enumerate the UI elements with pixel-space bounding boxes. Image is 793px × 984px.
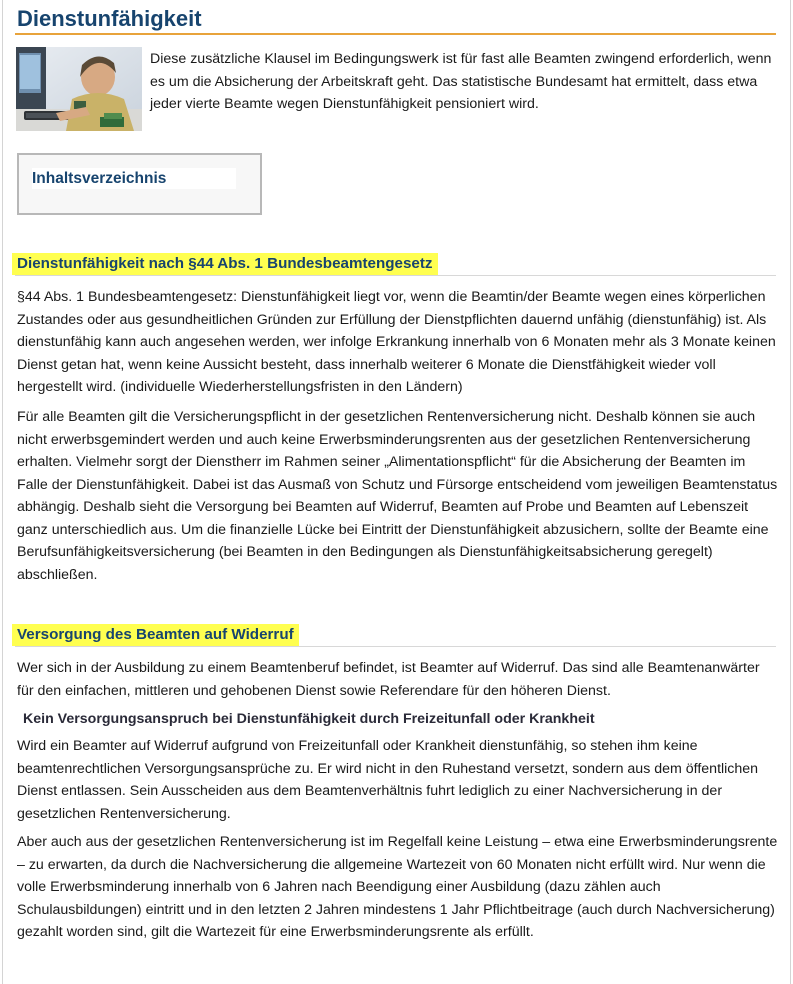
- intro-text: Diese zusätzliche Klausel im Bedingungswerk ist für fast alle Beamten zwingend erforderlich, wenn es um die Absicherung der Arbeitskraft geht. Das statistische Bundesamt hat ermittelt, dass etwa jeder vierte Beamte wegen Dienstunfähigkeit pensioniert wird.: [150, 51, 772, 112]
- section-divider: [15, 275, 776, 276]
- subheading-kein-versorgungsanspruch: Kein Versorgungsanspruch bei Dienstunfähigkeit durch Freizeitunfall oder Krankheit: [23, 711, 595, 727]
- section-heading-versorgung-widerruf: Versorgung des Beamten auf Widerruf: [12, 624, 299, 646]
- paragraph-beamter-auf-widerruf: Wer sich in der Ausbildung zu einem Beamtenberuf befindet, ist Beamter auf Widerruf. Das sind alle Beamtenanwärter für den einfachen, mittleren und gehobenen Dienst sowie Referendare für den höheren Dienst.: [17, 660, 760, 699]
- page-title: Dienstunfähigkeit: [17, 6, 202, 31]
- section-divider: [15, 646, 776, 647]
- paragraph-44-definition: §44 Abs. 1 Bundesbeamtengesetz: Dienstunfähigkeit liegt vor, wenn die Beamtin/der Beamte wegen eines körperlichen Zustandes oder aus gesundheitlichen Gründen zur Erfüllung der Dienstpflichten dauernd unfähig (dienstunfähig) ist. Als dienstunfähig kann auch angesehen werden, wer infolge Erkrankung innerhalb von 6 Monaten mehr als 3 Monate keinen Dienst getan hat, wenn keine Aussicht besteht, dass innerhalb weiterer 6 Monate die Dienstfähigkeit wieder voll hergestellt wird. (individuelle Wiederherstellungsfristen in den Ländern): [17, 289, 776, 395]
- paragraph-rentenversicherung: Aber auch aus der gesetzlichen Rentenversicherung ist im Regelfall keine Leistung – etwa eine Erwerbsminderungsrente – zu erwarten, da durch die Nachversicherung die allgemeine Wartezeit von 60 Monaten nicht erfüllt wird. Nur wenn die volle Erwerbsminderung innerhalb von 6 Jahren nach Beendigung einer Ausbildung (dazu zählen auch Schulausbildungen) eintritt und in den letzten 2 Jahren mindestens 1 Jahr Pflichtbeitrage (auch durch Nachversicherung) gezahlt worden sind, gilt die Wartezeit für eine Erwerbsminderungsrente als erfüllt.: [17, 834, 778, 940]
- section-heading-dienstunfaehigkeit-44: Dienstunfähigkeit nach §44 Abs. 1 Bundesbeamtengesetz: [12, 253, 438, 275]
- paragraph-versicherungspflicht: Für alle Beamten gilt die Versicherungspflicht in der gesetzlichen Rentenversicherung nicht. Deshalb können sie auch nicht erwerbsgemindert werden und auch keine Erwerbsminderungsrenten aus der gesetzlichen Rentenversicherung erhalten. Vielmehr sorgt der Dienstherr im Rahmen seiner „Alimentationspflicht“ für die Absicherung der Beamten im Falle der Dienstunfähigkeit. Dabei ist das Ausmaß von Schutz und Fürsorge entscheidend vom jeweiligen Beamtenstatus abhängig. Deshalb sieht die Versorgung bei Beamten auf Widerruf, Beamten auf Probe und Beamten auf Lebenszeit ganz unterschiedlich aus. Um die finanzielle Lücke bei Eintritt der Dienstunfähigkeit abzusichern, sollte der Beamte eine Berufsunfähigkeitsversicherung (bei Beamten in den Bedingungen als Dienstunfähigkeitsabsicherung geregelt) abschließen.: [17, 409, 778, 583]
- officer-at-computer-photo: [16, 47, 142, 131]
- paragraph-freizeitunfall: Wird ein Beamter auf Widerruf aufgrund von Freizeitunfall oder Krankheit dienstunfähig, so stehen ihm keine beamtenrechtlichen Versorgungsansprüche zu. Er wird nicht in den Ruhestand versetzt, sondern aus dem öffentlichen Dienst entlassen. Sein Ausscheiden aus dem Beamtenverhältnis fuhrt lediglich zu einer Nachversicherung in der gesetzlichen Rentenversicherung.: [17, 738, 759, 822]
- toc-title[interactable]: Inhaltsverzeichnis: [32, 168, 236, 189]
- table-of-contents: [17, 153, 262, 215]
- title-underline: [15, 33, 776, 35]
